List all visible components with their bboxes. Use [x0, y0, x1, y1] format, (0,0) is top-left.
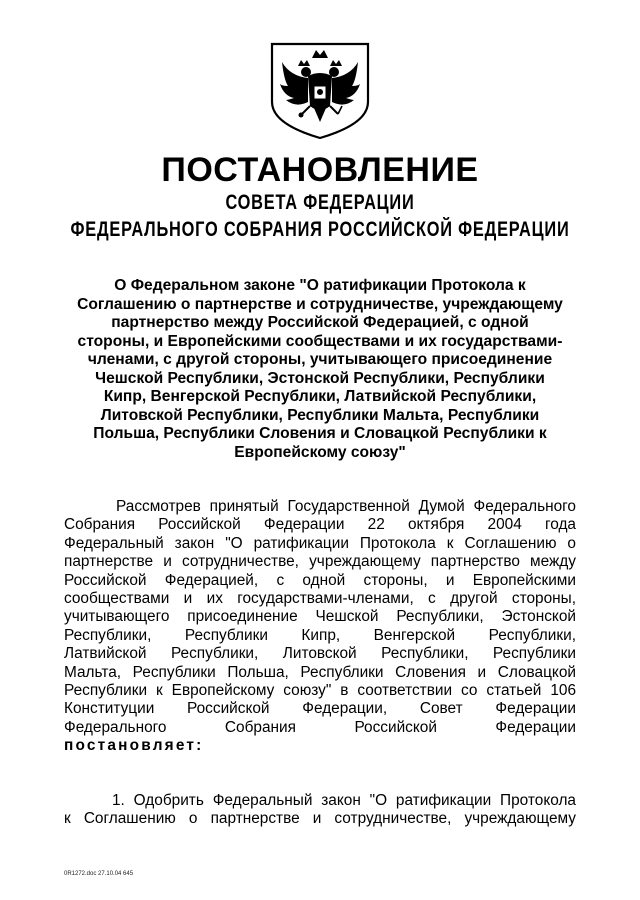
body-line: Республики, Республики Кипр, Венгерской Республики,	[64, 626, 576, 644]
subject-line: Чешской Республики, Эстонской Республики, Республики	[95, 369, 545, 387]
body-line: Рассмотрев принятый Государственной Думой Федерального	[116, 498, 576, 515]
file-reference: 0R1272.doc 27.10.04 645	[64, 871, 134, 877]
subject-line: Кипр, Венгерской Республики, Латвийской Республики,	[103, 388, 537, 405]
body-line: Федеральный закон "О ратификации Протокола к Соглашению о	[64, 534, 576, 552]
subject-line: Литовской Республики, Республики Мальта, Республики	[100, 406, 540, 424]
body-line: Российской Федерацией, с одной стороны, и Европейскими	[64, 571, 576, 589]
body-line: Мальта, Республики Польша, Республики Словения и Словацкой	[64, 663, 576, 681]
body-line: партнерстве и сотрудничестве, учреждающему партнерство между	[64, 553, 576, 571]
body-line: учитывающего присоединение Чешской Республики, Эстонской	[64, 608, 576, 626]
subject-line: Польша, Республики Словения и Словацкой Республики к	[93, 425, 547, 442]
body-line: Федерального Собрания Российской Федерации	[64, 718, 576, 736]
subject-line: О Федеральном законе "О ратификации Протокола к	[114, 277, 526, 294]
coat-of-arms-emblem	[268, 40, 372, 140]
subject-line: стороны, и Европейскими сообществами и их государствами-	[77, 332, 563, 350]
issuing-body-line-1: СОВЕТА ФЕДЕРАЦИИ	[225, 191, 415, 214]
resolution-subject	[40, 277, 600, 462]
resolves-keyword: постановляет:	[64, 737, 204, 755]
document-title: ПОСТАНОВЛЕНИЕ	[161, 151, 479, 189]
body-line: Конституции Российской Федерации, Совет Федерации	[64, 700, 576, 718]
item-line: 1. Одобрить Федеральный закон "О ратификации Протокола	[112, 792, 576, 809]
body-line: Республики к Европейскому союзу" в соответствии со статьей 106	[64, 682, 576, 700]
item-line: к Соглашению о партнерстве и сотрудничестве, учреждающему	[64, 810, 576, 828]
subject-line: членами, с другой стороны, учитывающего присоединение	[87, 351, 553, 368]
body-line: Собрания Российской Федерации 22 октября 2004 года	[64, 516, 576, 534]
body-line: Латвийской Республики, Литовской Республики, Республики	[64, 645, 576, 663]
body-line: сообществами и их государствами-членами, с другой стороны,	[64, 590, 576, 608]
subject-line: партнерство между Российской Федерацией, с одной	[111, 314, 529, 331]
preamble-paragraph	[64, 498, 576, 756]
resolution-item-1	[64, 792, 576, 829]
subject-line: Европейскому союзу"	[234, 443, 406, 461]
subject-line: Соглашению о партнерстве и сотрудничестве, учреждающему	[77, 295, 563, 313]
issuing-body-line-2: ФЕДЕРАЛЬНОГО СОБРАНИЯ РОССИЙСКОЙ ФЕДЕРАЦИИ	[70, 218, 570, 241]
